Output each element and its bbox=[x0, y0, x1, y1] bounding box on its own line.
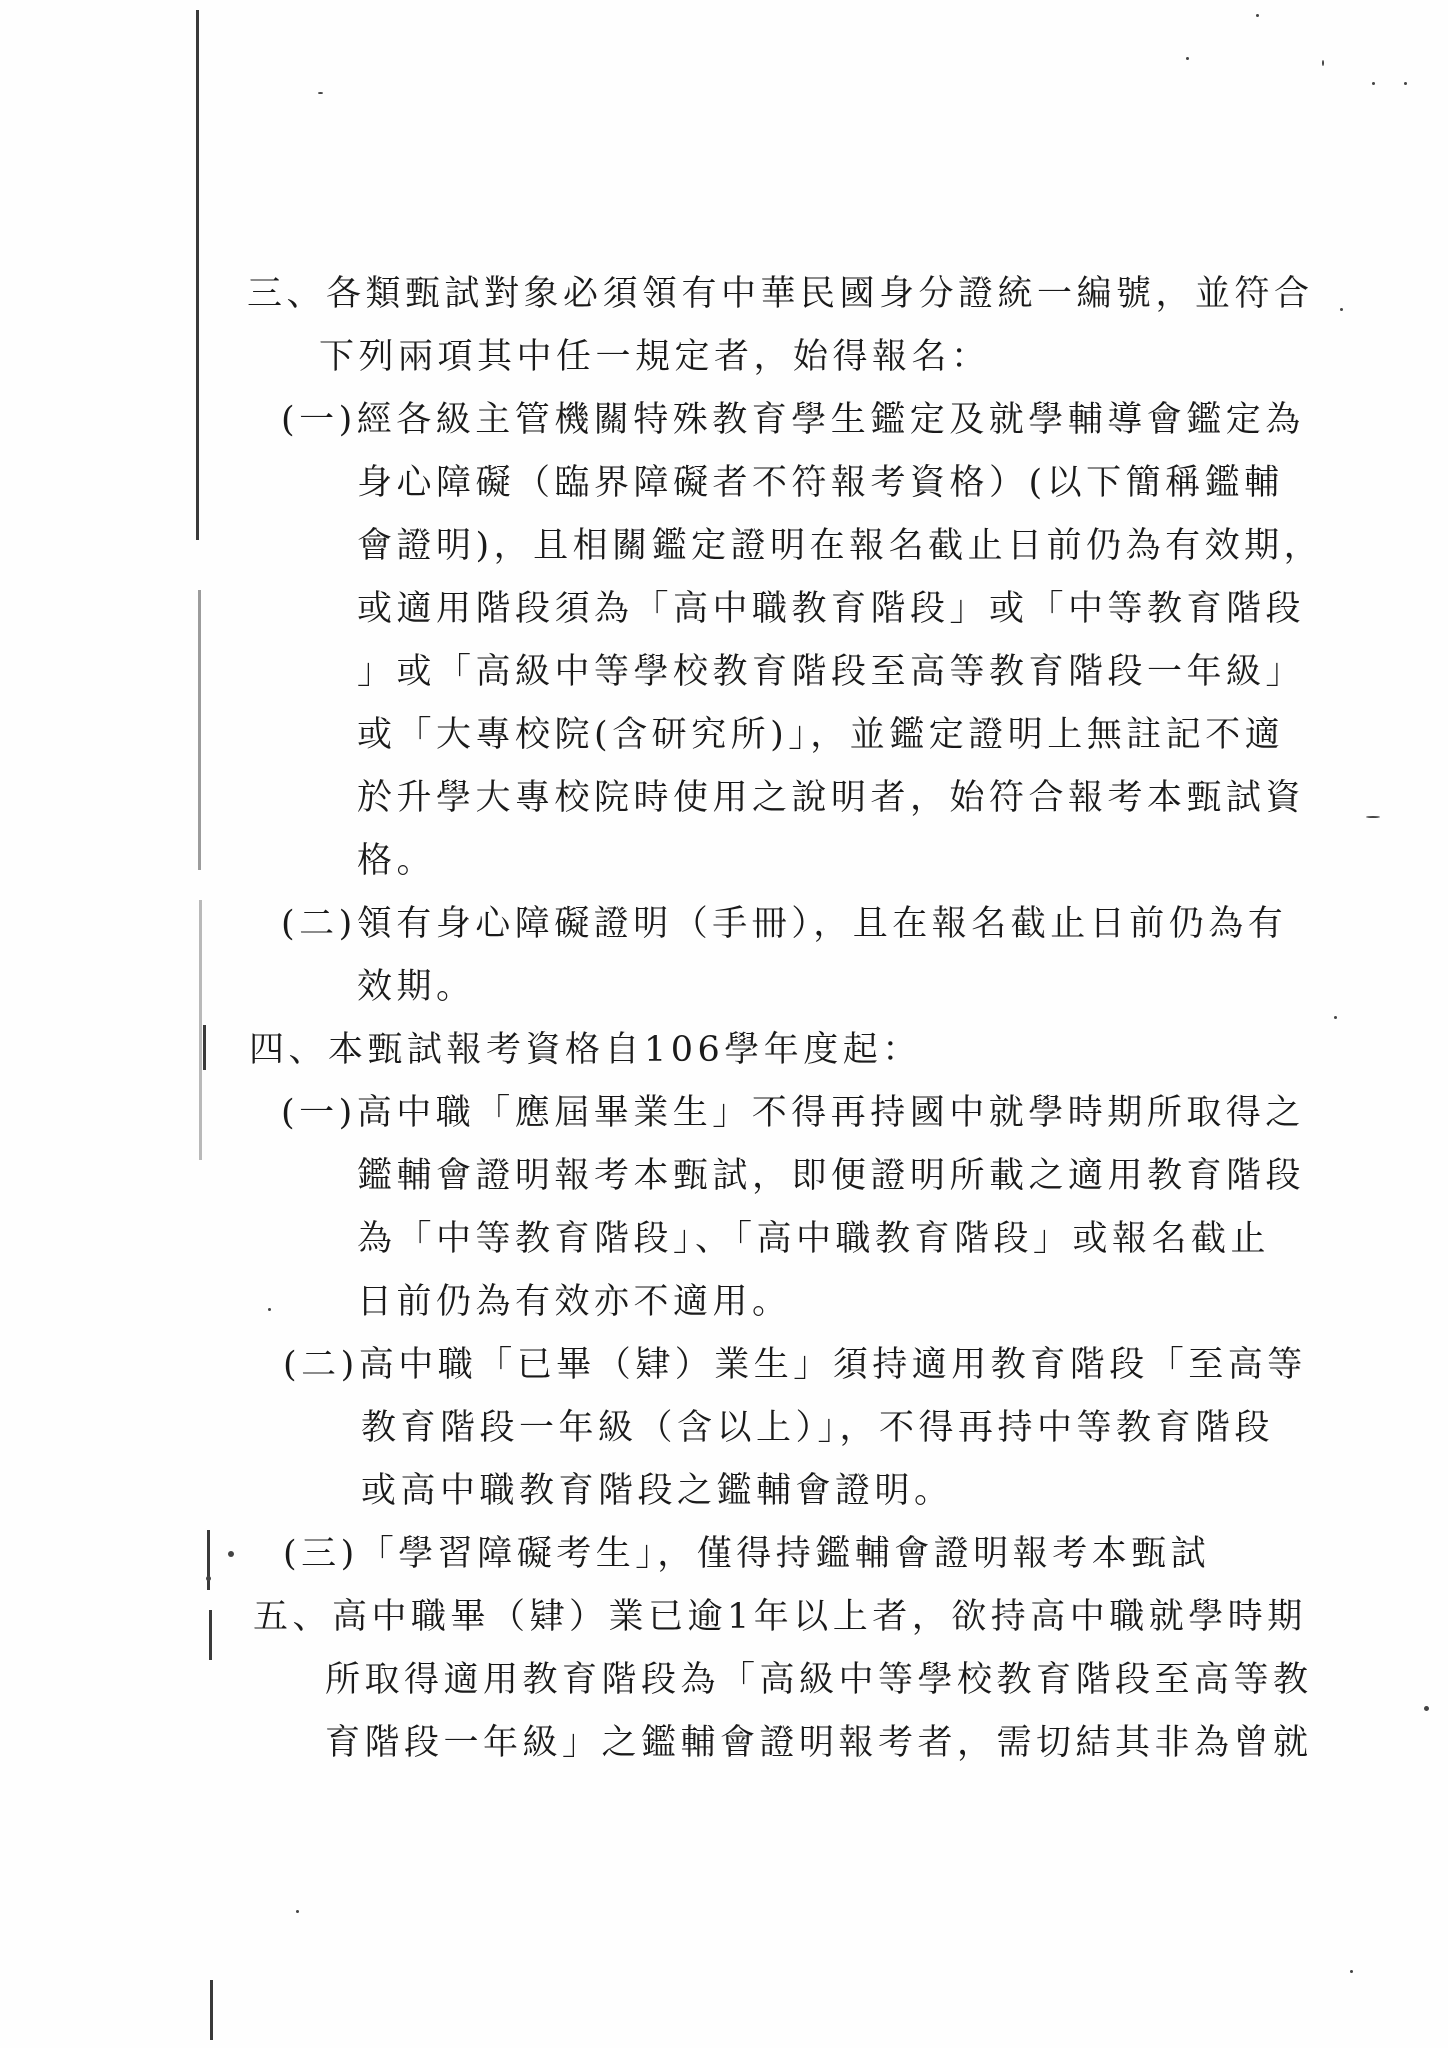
scan-speck bbox=[1350, 1970, 1353, 1973]
text-line: (二)領有身心障礙證明（手冊），且在報名截止日前仍為有 bbox=[281, 904, 1288, 944]
text-line: 教育階段一年級（含以上）」，不得再持中等教育階段 bbox=[361, 1408, 1275, 1448]
text-line: 三、各類甄試對象必須領有中華民國身分證統一編號，並符合 bbox=[247, 274, 1314, 314]
scan-speck bbox=[1322, 60, 1324, 66]
scan-margin-line bbox=[196, 10, 199, 540]
scan-margin-line bbox=[207, 1530, 210, 1590]
text-line: 格。 bbox=[357, 841, 437, 881]
scan-speck bbox=[296, 1910, 299, 1913]
scan-speck bbox=[1404, 82, 1407, 85]
text-line: 育階段一年級」之鑑輔會證明報考者，需切結其非為曾就 bbox=[325, 1723, 1313, 1763]
scan-margin-line bbox=[210, 1980, 213, 2040]
scan-speck bbox=[1372, 82, 1375, 85]
text-line: 於升學大專校院時使用之說明者，始符合報考本甄試資 bbox=[357, 778, 1306, 818]
text-line: (二)高中職「已畢（肄）業生」須持適用教育階段「至高等 bbox=[283, 1345, 1307, 1385]
text-line: 下列兩項其中任一規定者，始得報名： bbox=[319, 337, 991, 377]
scan-margin-line bbox=[199, 900, 202, 1160]
scan-speck bbox=[1340, 308, 1343, 311]
text-line: 或適用階段須為「高中職教育階段」或「中等教育階段 bbox=[357, 589, 1306, 629]
text-line: 所取得適用教育階段為「高級中等學校教育階段至高等教 bbox=[325, 1660, 1313, 1700]
text-line: 身心障礙（臨界障礙者不符報考資格）(以下簡稱鑑輔 bbox=[357, 463, 1284, 503]
scan-speck bbox=[206, 1576, 211, 1581]
scan-speck bbox=[1334, 1016, 1337, 1019]
text-line: (一)經各級主管機關特殊教育學生鑑定及就學輔導會鑑定為 bbox=[281, 400, 1305, 440]
scan-speck bbox=[228, 1551, 234, 1557]
scan-speck bbox=[1256, 14, 1259, 17]
text-line: 五、高中職畢（肄）業已逾1年以上者，欲持高中職就學時期 bbox=[253, 1597, 1307, 1637]
scan-speck bbox=[1366, 816, 1380, 818]
text-line: 鑑輔會證明報考本甄試，即便證明所載之適用教育階段 bbox=[357, 1156, 1306, 1196]
text-line: 效期。 bbox=[357, 967, 476, 1007]
scan-margin-line bbox=[198, 590, 201, 870]
text-line: 或高中職教育階段之鑑輔會證明。 bbox=[361, 1471, 954, 1511]
scan-margin-line bbox=[203, 1025, 206, 1070]
text-line: 為「中等教育階段」、「高中職教育階段」或報名截止 bbox=[357, 1219, 1271, 1259]
text-line: 或「大專校院(含研究所)」，並鑑定證明上無註記不適 bbox=[357, 715, 1285, 755]
text-line: 會證明)，且相關鑑定證明在報名截止日前仍為有效期， bbox=[357, 526, 1324, 566]
scan-margin-line bbox=[209, 1610, 212, 1660]
scan-speck bbox=[318, 92, 323, 94]
text-line: 」或「高級中等學校教育階段至高等教育階段一年級」 bbox=[357, 652, 1306, 692]
scan-speck bbox=[1424, 1706, 1429, 1711]
text-line: 四、本甄試報考資格自106學年度起： bbox=[249, 1030, 922, 1070]
scan-speck bbox=[1186, 57, 1189, 60]
text-line: (一)高中職「應屆畢業生」不得再持國中就學時期所取得之 bbox=[281, 1093, 1305, 1133]
scan-speck bbox=[268, 1308, 271, 1311]
text-line: (三)「學習障礙考生」，僅得持鑑輔會證明報考本甄試 bbox=[283, 1534, 1211, 1574]
text-line: 日前仍為有效亦不適用。 bbox=[357, 1282, 792, 1322]
